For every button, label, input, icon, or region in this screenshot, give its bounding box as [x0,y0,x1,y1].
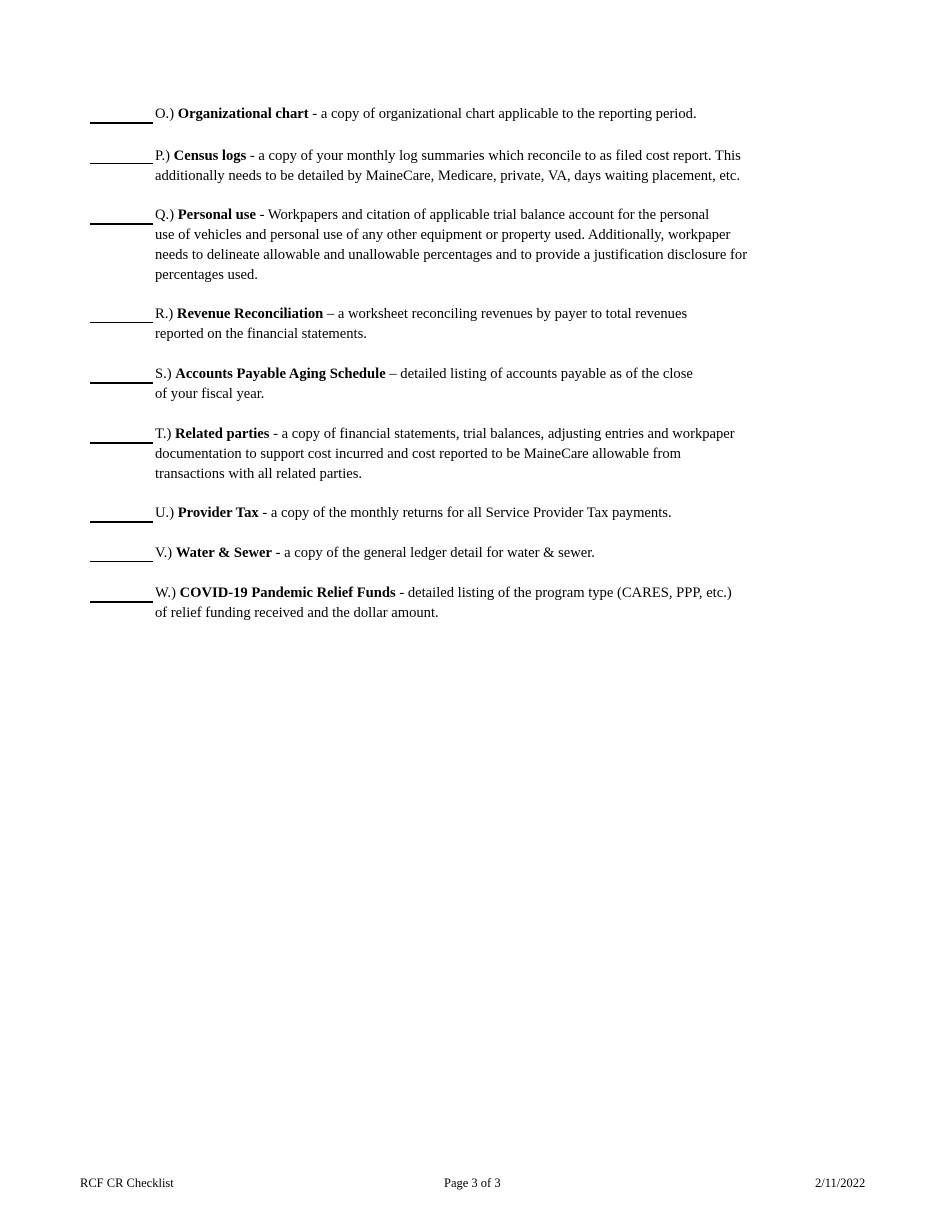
item-title: Water & Sewer [175,545,273,561]
item-line: additionally needs to be detailed by MaineCare, Medicare, private, VA, days waiting placement, etc. [155,168,741,184]
item-title: Revenue Reconciliation [176,306,324,322]
item-prefix: T.) [155,426,172,442]
checkoff-blank[interactable] [90,521,153,523]
footer-left: RCF CR Checklist [80,1176,174,1190]
item-text [155,146,815,186]
item-line: of your fiscal year. [155,386,265,402]
item-text [155,104,815,124]
item-prefix: P.) [155,148,171,164]
item-title: Organizational chart [177,106,309,122]
item-line: transactions with all related parties. [155,466,363,482]
item-text [155,424,815,484]
item-line: use of vehicles and personal use of any other equipment or property used. Additionally, workpaper [155,227,731,243]
item-line: reported on the financial statements. [155,326,367,342]
checkoff-blank[interactable] [90,442,153,444]
item-prefix: O.) [155,106,175,122]
item-prefix: S.) [155,366,172,382]
item-line: - a copy of financial statements, trial balances, adjusting entries and workpaper [269,426,735,442]
item-title: Accounts Payable Aging Schedule [175,366,386,382]
footer-page-number: Page 3 of 3 [444,1176,501,1190]
checkoff-blank[interactable] [90,322,153,323]
item-line: documentation to support cost incurred and cost reported to be MaineCare allowable from [155,446,682,462]
checkoff-blank[interactable] [90,122,153,124]
footer-date: 2/11/2022 [815,1176,866,1190]
item-title: Census logs [173,148,247,164]
item-text [155,304,815,344]
checkoff-blank[interactable] [90,223,153,225]
item-prefix: Q.) [155,207,175,223]
item-line: – detailed listing of accounts payable as of the close [385,366,693,382]
checkoff-blank[interactable] [90,561,153,562]
item-text [155,205,815,285]
item-line: - a copy of your monthly log summaries which reconcile to as filed cost report. This [246,148,741,164]
item-title: Personal use [177,207,256,223]
item-text [155,543,815,563]
checkoff-blank[interactable] [90,382,153,384]
checkoff-blank[interactable] [90,163,153,164]
item-line: - a copy of organizational chart applicable to the reporting period. [308,106,697,122]
item-line: needs to delineate allowable and unallowable percentages and to provide a justification disclosure for [155,247,748,263]
item-line: - detailed listing of the program type (CARES, PPP, etc.) [395,585,732,601]
item-text [155,583,815,623]
item-title: Related parties [175,426,270,442]
item-text [155,364,815,404]
item-title: COVID-19 Pandemic Relief Funds [179,585,396,601]
item-line: - Workpapers and citation of applicable trial balance account for the personal [255,207,710,223]
item-line: percentages used. [155,267,258,283]
item-prefix: V.) [155,545,173,561]
item-prefix: R.) [155,306,174,322]
item-text [155,503,815,523]
item-prefix: U.) [155,505,175,521]
item-line: - a copy of the monthly returns for all Service Provider Tax payments. [258,505,672,521]
checkoff-blank[interactable] [90,601,153,603]
item-line: – a worksheet reconciling revenues by payer to total revenues [323,306,688,322]
item-line: of relief funding received and the dollar amount. [155,605,439,621]
item-prefix: W.) [155,585,176,601]
item-title: Provider Tax [177,505,259,521]
item-line: - a copy of the general ledger detail for water & sewer. [272,545,595,561]
